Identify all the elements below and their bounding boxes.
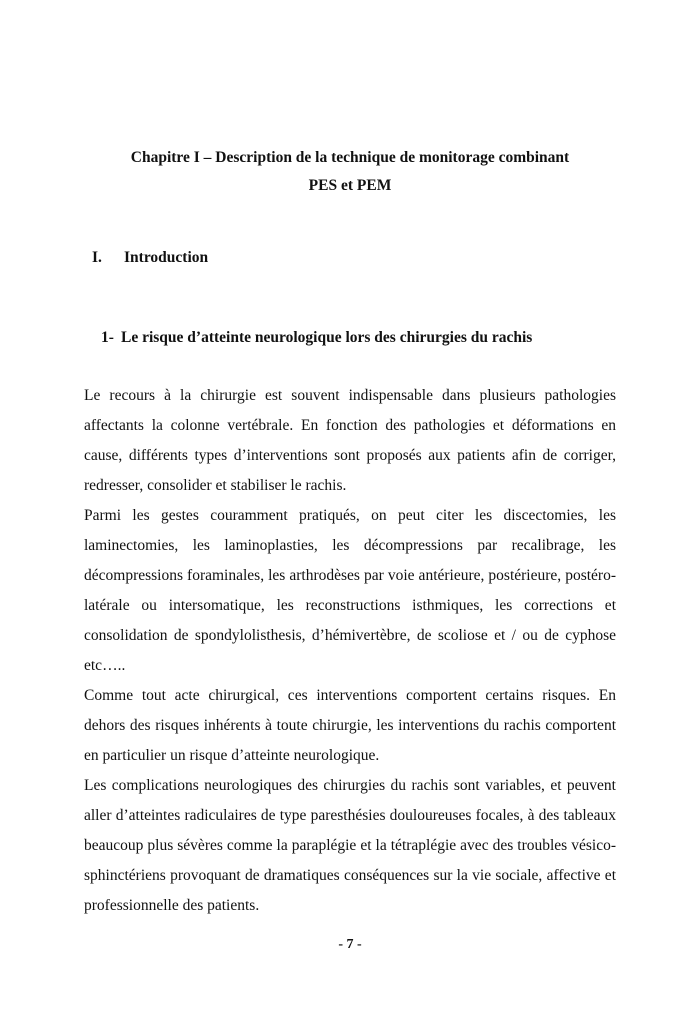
section-heading: [92, 248, 208, 268]
paragraph: Le recours à la chirurgie est souvent indispensable dans plusieurs pathologies affectants la colonne vertébrale. En fonction des pathologies et déformations en cause, différents types d’interventions sont proposés aux patients afin de corriger, redresser, consolider et stabiliser le rachis.: [84, 387, 616, 494]
subsection-title: Le risque d’atteinte neurologique lors des chirurgies du rachis: [121, 329, 533, 346]
page-number: - 7 -: [338, 937, 362, 952]
paragraph: Comme tout acte chirurgical, ces interventions comportent certains risques. En dehors des risques inhérents à toute chirurgie, les interventions du rachis comportent en particulier un risque d’atteinte neurologique.: [84, 687, 616, 764]
chapter-title-line-1: Chapitre I – Description de la technique de monitorage combinant: [130, 149, 570, 166]
subsection-heading: [101, 328, 532, 348]
subsection-number: 1-: [101, 329, 114, 346]
section-number: I.: [92, 249, 102, 266]
paragraph: Les complications neurologiques des chirurgies du rachis sont variables, et peuvent aller d’atteintes radiculaires de type paresthésies douloureuses focales, à des tableaux beaucoup plus sévères comme la paraplégie et la tétraplégie avec des troubles vésico-sphinctériens provoquant de dramatiques conséquences sur la vie sociale, affective et professionnelle des patients.: [84, 777, 616, 914]
section-title: Introduction: [124, 249, 209, 266]
paragraph: Parmi les gestes couramment pratiqués, on peut citer les discectomies, les laminectomies, les laminoplasties, les décompressions par recalibrage, les décompressions foraminales, les arthrodèses par voie antérieure, postérieure, postéro-latérale ou intersomatique, les reconstructions isthmiques, les corrections et consolidation de spondylolisthesis, d’hémivertèbre, de scoliose et / ou de cyphose etc…..: [84, 507, 616, 674]
chapter-title-line-2: PES et PEM: [308, 177, 392, 194]
body-text: [84, 381, 616, 921]
